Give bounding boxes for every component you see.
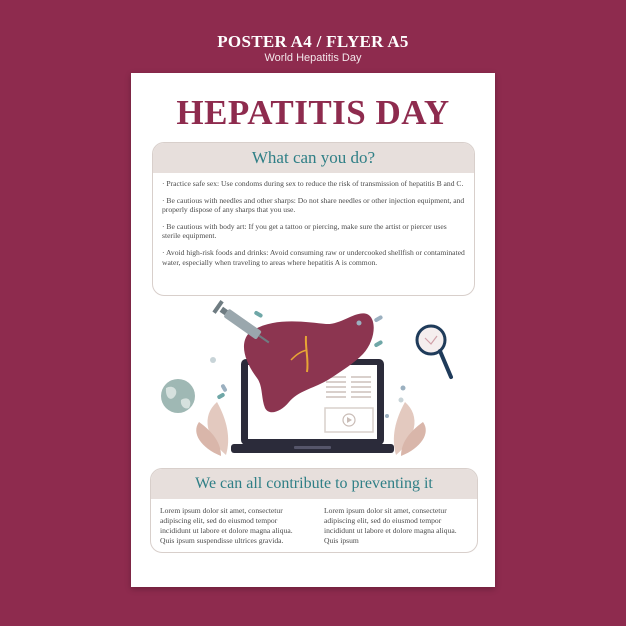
prevention-text-right: Lorem ipsum dolor sit amet, consectetur adipiscing elit, sed do eiusmod tempor incididunt ut labore et dolore magna aliqua. Quis ipsum — [324, 506, 457, 545]
hepatitis-illustration — [131, 298, 495, 463]
prevention-card — [150, 468, 478, 553]
globe-icon — [161, 379, 195, 413]
magnifier-icon — [417, 326, 451, 377]
tip-item: · Be cautious with needles and other sharps: Do not share needles or other injection equipment, and properly dispose of any sharps that you use. — [162, 195, 465, 215]
what-can-you-do-heading: What can you do? — [153, 143, 474, 173]
prevention-columns — [151, 499, 477, 546]
poster-size-title: POSTER A4 / FLYER A5 — [217, 32, 409, 51]
tip-item: · Practice safe sex: Use condoms during sex to reduce the risk of transmission of hepatitis B and C. — [162, 179, 464, 188]
tip-item: · Avoid high-risk foods and drinks: Avoid consuming raw or undercooked shellfish or contaminated water, especially when traveling to areas where hepatitis A is common. — [162, 247, 465, 267]
prevention-heading: We can all contribute to preventing it — [151, 469, 477, 499]
prevention-text-left: Lorem ipsum dolor sit amet, consectetur adipiscing elit, sed do eiusmod tempor incididunt ut labore et dolore magna aliqua. Quis ipsum suspendisse ultrices gravida. — [160, 506, 293, 545]
poster-page — [131, 73, 495, 587]
tip-item: · Be cautious with body art: If you get a tattoo or piercing, make sure the artist or piercer uses sterile equipment. — [162, 221, 447, 241]
tips-list — [153, 173, 474, 267]
poster-subtitle: World Hepatitis Day — [264, 52, 362, 64]
poster-headline: HEPATITIS DAY — [176, 93, 450, 132]
what-can-you-do-card — [152, 142, 475, 296]
